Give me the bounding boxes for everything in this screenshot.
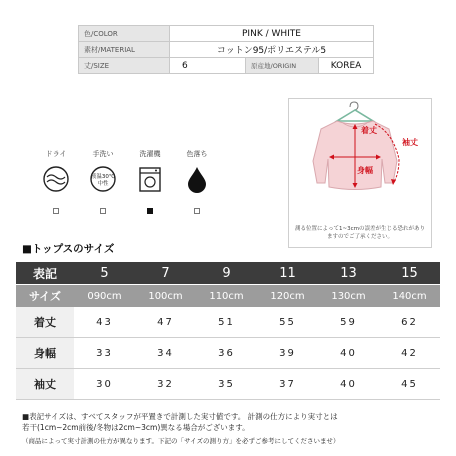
size-cm-row: [16, 285, 440, 308]
table-cell: 36: [196, 338, 257, 369]
table-cell: 32: [135, 369, 196, 400]
material-value: コットン95/ポリエステル5: [170, 42, 374, 58]
size-header: 11: [257, 262, 318, 285]
table-cell: 55: [257, 307, 318, 338]
size-cm-cell: 120cm: [257, 285, 318, 308]
svg-text:中性: 中性: [97, 181, 109, 187]
dry-clean-icon: [41, 164, 71, 194]
care-label: ドライ: [45, 150, 67, 158]
care-checkbox-checked: [147, 208, 153, 214]
size-cm-cell: 130cm: [318, 285, 379, 308]
table-cell: 35: [196, 369, 257, 400]
size-label: 丈/SIZE: [79, 58, 170, 74]
origin-label: 原産地/ORIGIN: [246, 58, 319, 74]
length-label: 着丈: [361, 126, 377, 135]
garment-illustration: [288, 98, 432, 248]
hand-wash-icon: [88, 164, 118, 194]
care-label: 手洗い: [92, 150, 114, 158]
size-header: 13: [318, 262, 379, 285]
origin-value: KOREA: [319, 58, 374, 74]
table-row: [16, 369, 440, 400]
size-header: 9: [196, 262, 257, 285]
footnote-line3: （商品によって実寸計測の仕方が異なります。下記の「サイズの測り方」を必ずご参考にしてくださいませ）: [22, 437, 340, 445]
care-checkbox: [100, 208, 106, 214]
spec-table: [78, 25, 374, 74]
size-header-row: [16, 262, 440, 285]
table-cell: 59: [318, 307, 379, 338]
material-label: 素材/MATERIAL: [79, 42, 170, 58]
table-cell: 33: [74, 338, 135, 369]
size-value: 6: [170, 58, 246, 74]
measurement-note: 測る位置によって1~3cmの誤差が生じる恐れがありますのでご了承ください。: [295, 226, 425, 240]
svg-text:液温30℃: 液温30℃: [90, 174, 116, 180]
table-cell: 39: [257, 338, 318, 369]
color-bleed-drop-icon: [182, 164, 212, 194]
table-cell: 40: [318, 369, 379, 400]
size-table: [16, 262, 440, 400]
table-cell: 62: [379, 307, 440, 338]
table-row: [16, 338, 440, 369]
table-cell: 40: [318, 338, 379, 369]
sleeve-label: 袖丈: [402, 138, 418, 147]
row-label: 着丈: [16, 307, 74, 338]
size-cm-cell: 100cm: [135, 285, 196, 308]
section-heading: ■トップスのサイズ: [22, 243, 115, 255]
footnote-line1: ■表記サイズは、すべてスタッフが平置きで計測した実寸値です。 計測の仕方により実寸とは: [22, 412, 338, 421]
care-color-bleed: [173, 148, 221, 214]
size-cm-cell: 090cm: [74, 285, 135, 308]
color-value: PINK / WHITE: [170, 26, 374, 42]
sweatshirt-diagram: [289, 99, 431, 211]
care-hand-wash: [79, 148, 127, 214]
care-checkbox: [194, 208, 200, 214]
size-header: 5: [74, 262, 135, 285]
table-cell: 37: [257, 369, 318, 400]
size-header: 7: [135, 262, 196, 285]
table-row: [16, 307, 440, 338]
care-checkbox: [53, 208, 59, 214]
table-cell: 43: [74, 307, 135, 338]
care-dry: [32, 148, 80, 214]
size-cm-cell: 140cm: [379, 285, 440, 308]
table-cell: 47: [135, 307, 196, 338]
washing-machine-icon: [135, 164, 165, 194]
header-label: 表記: [16, 262, 74, 285]
table-cell: 45: [379, 369, 440, 400]
table-cell: 51: [196, 307, 257, 338]
table-cell: 34: [135, 338, 196, 369]
row-label: 袖丈: [16, 369, 74, 400]
size-header: 15: [379, 262, 440, 285]
size-row-label: サイズ: [16, 285, 74, 308]
chest-label: 身幅: [357, 166, 373, 175]
care-label: 色落ち: [186, 150, 208, 158]
row-label: 身幅: [16, 338, 74, 369]
care-label: 洗濯機: [139, 150, 161, 158]
care-washing-machine: [126, 148, 174, 214]
table-cell: 42: [379, 338, 440, 369]
color-label: 色/COLOR: [79, 26, 170, 42]
size-cm-cell: 110cm: [196, 285, 257, 308]
table-cell: 30: [74, 369, 135, 400]
footnote-line2: 若干(1cm~2cm前後/冬物は2cm~3cm)異なる場合がございます。: [22, 423, 250, 432]
